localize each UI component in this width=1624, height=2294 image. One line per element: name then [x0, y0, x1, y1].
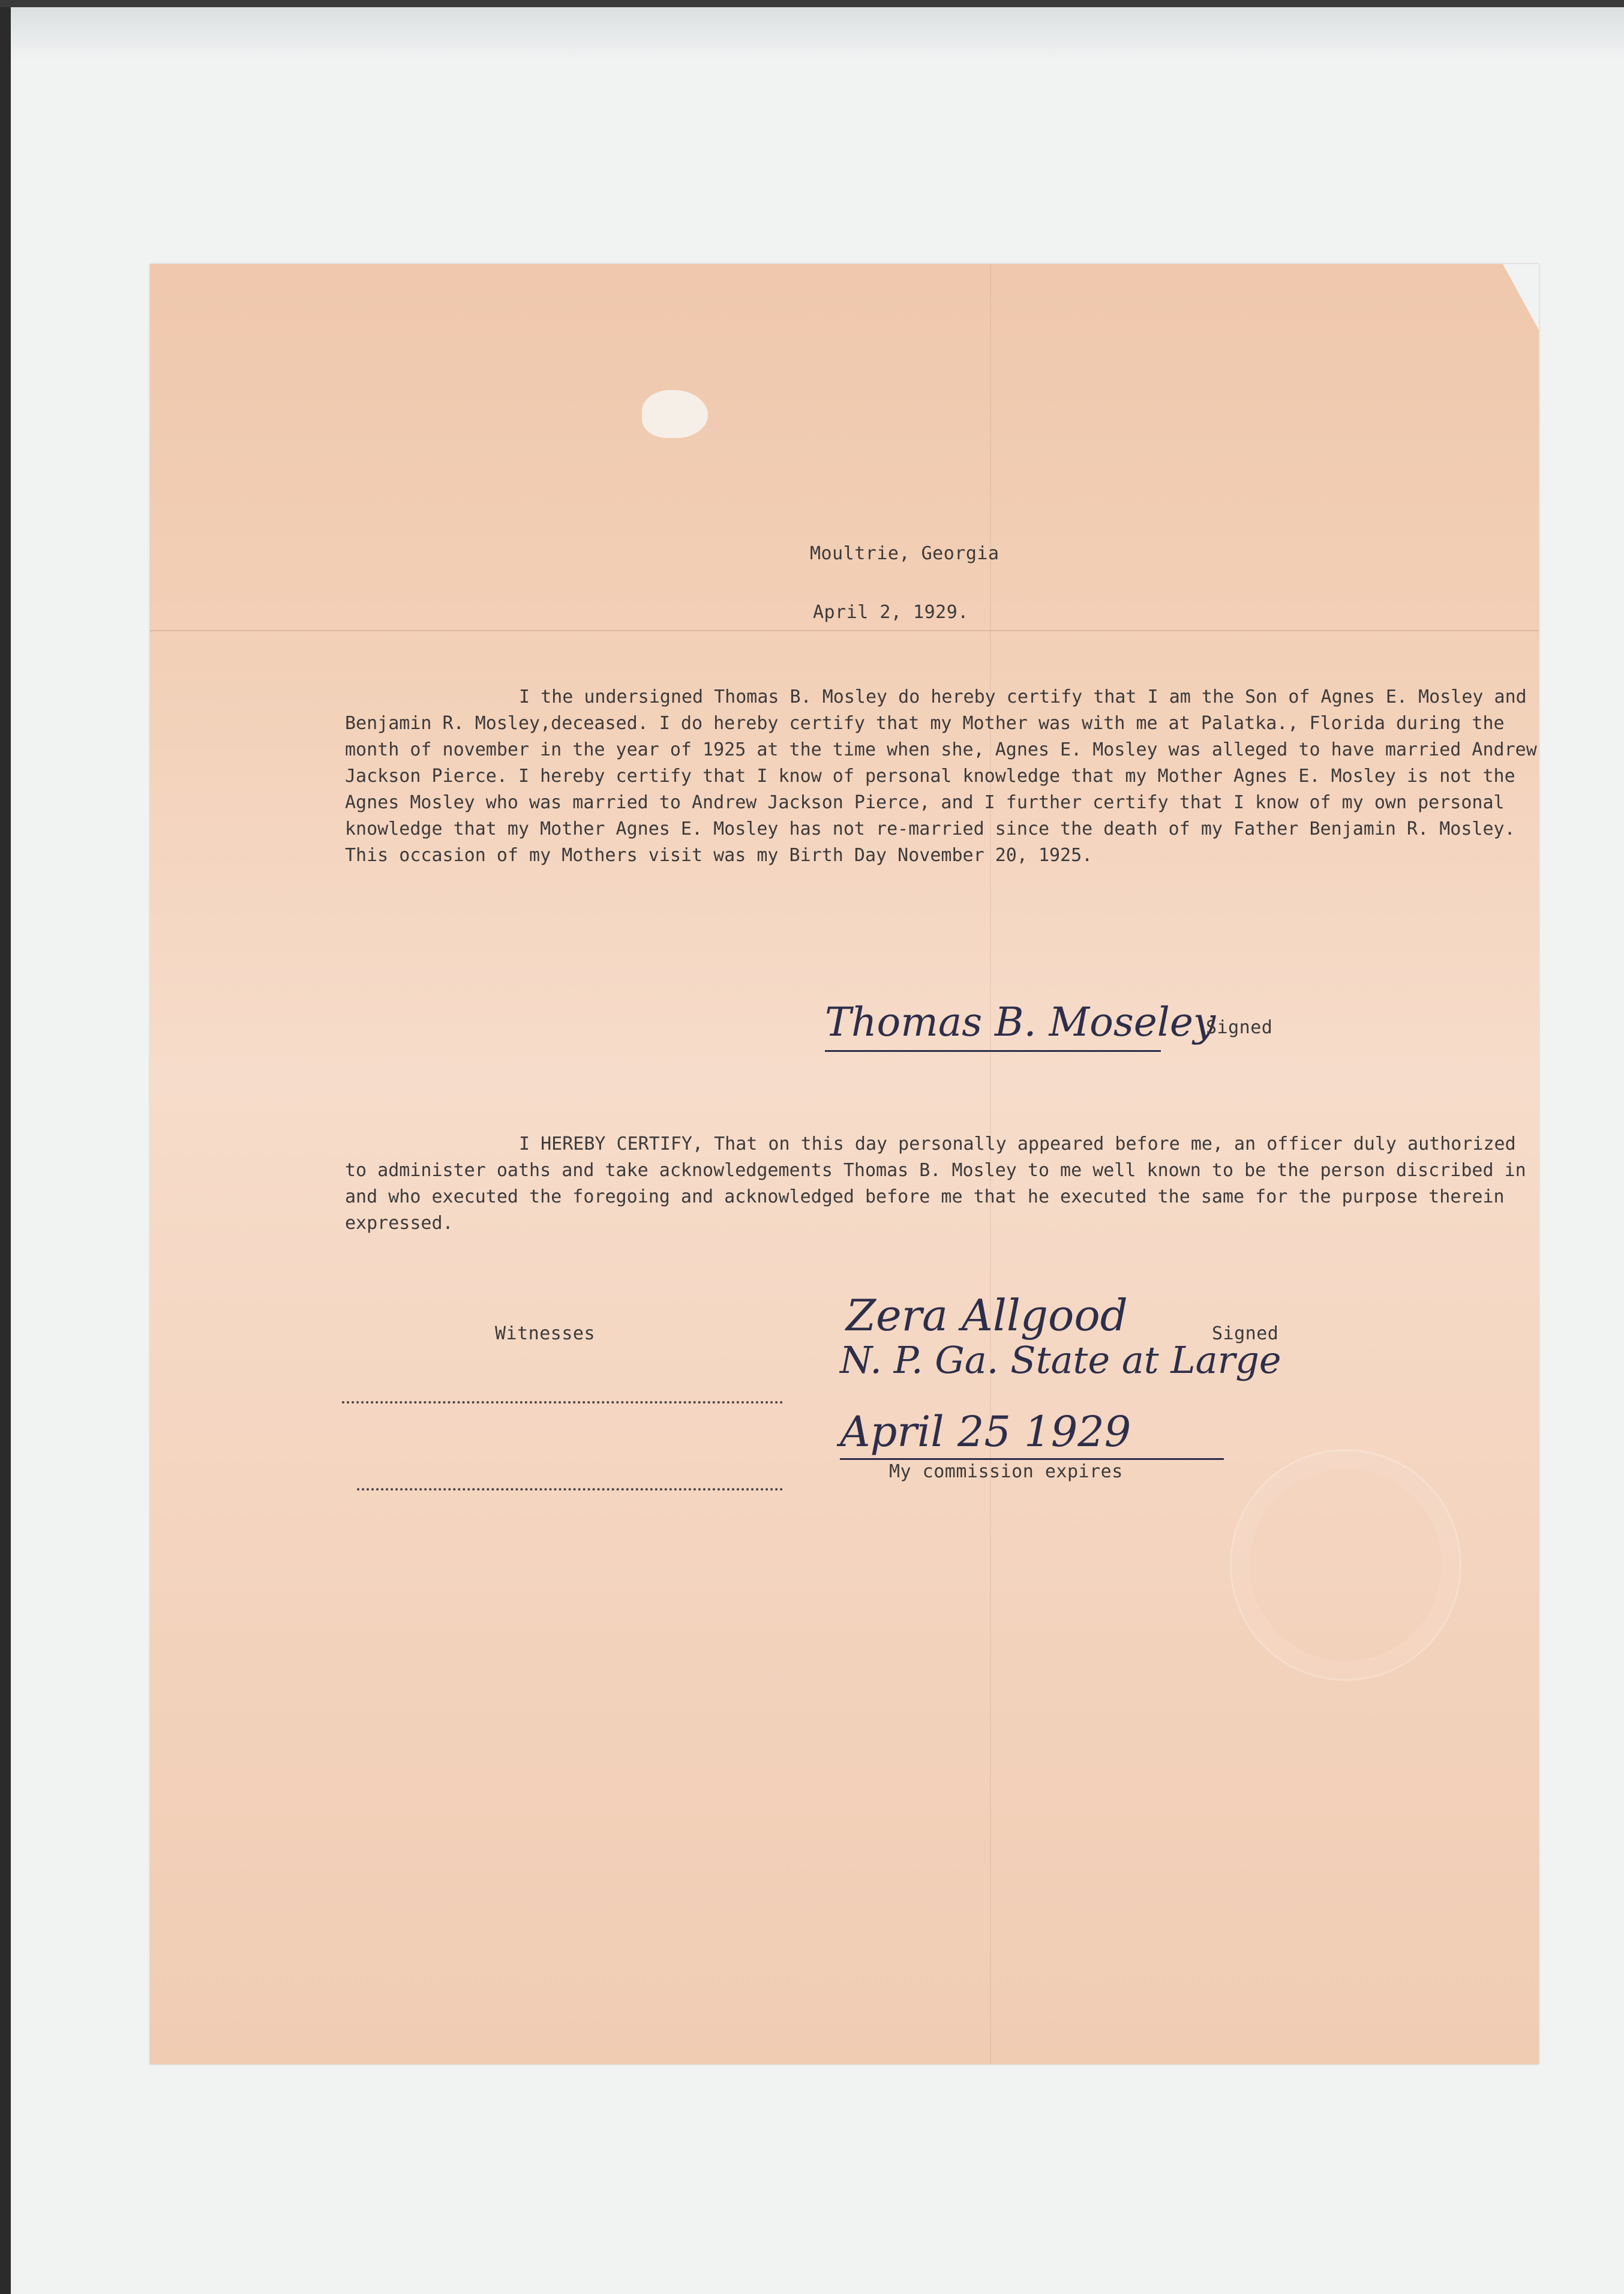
- scan-edge-top: [0, 0, 1624, 7]
- commission-date: April 25 1929: [840, 1407, 1131, 1456]
- affiant-signature: Thomas B. Moseley: [825, 999, 1216, 1045]
- scan-edge: [0, 0, 11, 2294]
- scan-shade: [11, 7, 1624, 61]
- witness-line-2: [357, 1488, 783, 1491]
- signed-label-affiant: Signed: [1206, 1017, 1273, 1038]
- witnesses-label: Witnesses: [495, 1323, 596, 1344]
- affidavit-paragraph: [345, 684, 1539, 869]
- document-page: [150, 264, 1539, 2064]
- affiant-signature-underline: [825, 1050, 1161, 1052]
- notary-title: N. P. Ga. State at Large: [840, 1338, 1281, 1382]
- signed-label-notary: Signed: [1212, 1323, 1279, 1344]
- witness-line-1: [342, 1401, 783, 1404]
- notary-signature: Zera Allgood: [846, 1290, 1128, 1341]
- notary-seal-emboss: [1230, 1449, 1461, 1681]
- certification-text: I HEREBY CERTIFY, That on this day personally appeared before me, an officer duly authorized to administer oaths and take acknowledgements Thomas B. Mosley to me well known to be the person discribed in and who executed the foregoing and acknowledged before me that he executed the same for the purpose therein expressed.: [345, 1133, 1526, 1234]
- document-place: Moultrie, Georgia: [810, 543, 999, 564]
- affidavit-text: I the undersigned Thomas B. Mosley do hereby certify that I am the Son of Agnes E. Mosley and Benjamin R. Mosley,deceased. I do hereby certify that my Mother was with me at Palatka., Florida during the month of november in the year of 1925 at the time when she, Agnes E. Mosley was alleged to have married Andrew Jackson Pierce. I hereby certify that I know of personal knowledge that my Mother Agnes E. Mosley is not the Agnes Mosley who was married to Andrew Jackson Pierce, and I further certify that I know of my own personal knowledge that my Mother Agnes E. Mosley has not re-married since the death of my Father Benjamin R. Mosley. This occasion of my Mothers visit was my Birth Day November 20, 1925.: [345, 686, 1537, 866]
- commission-label: My commission expires: [889, 1461, 1123, 1482]
- certification-paragraph: [345, 1131, 1539, 1237]
- paper-fold: [150, 630, 1539, 631]
- document-date: April 2, 1929.: [813, 602, 969, 623]
- paper-hole: [642, 390, 708, 438]
- torn-corner: [1503, 264, 1539, 330]
- commission-date-underline: [840, 1458, 1224, 1460]
